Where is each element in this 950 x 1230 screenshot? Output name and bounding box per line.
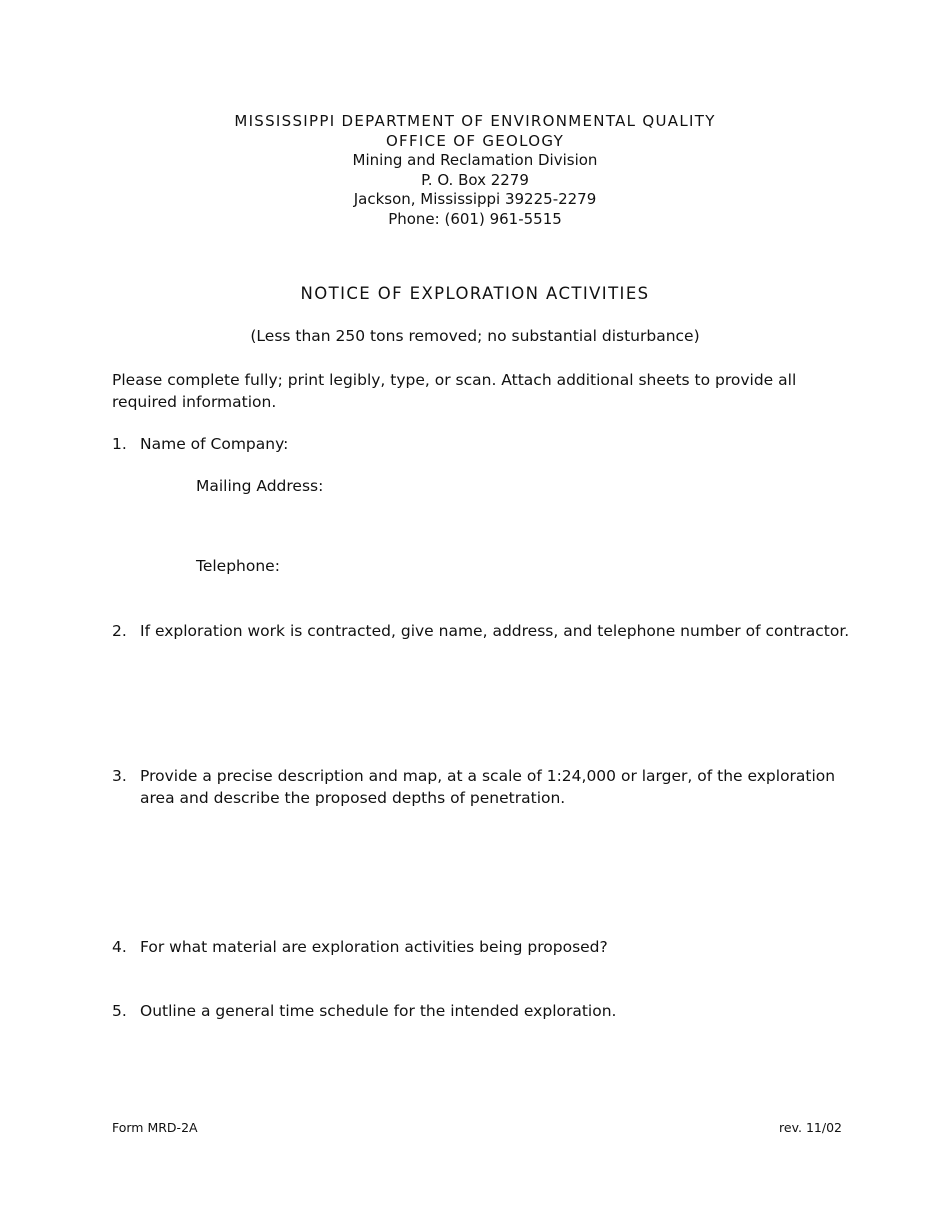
city-state-zip: Jackson, Mississippi 39225-2279 xyxy=(353,190,597,209)
phone-number: Phone: (601) 961-5515 xyxy=(388,209,562,228)
division-name: Mining and Reclamation Division xyxy=(352,151,598,170)
form-title: NOTICE OF EXPLORATION ACTIVITIES xyxy=(300,284,650,303)
question-4 xyxy=(112,936,852,958)
form-instructions: Please complete fully; print legibly, type, or scan. Attach additional sheets to provide all required information. xyxy=(112,371,797,411)
question-text: If exploration work is contracted, give name, address, and telephone number of contractor. xyxy=(140,622,850,640)
form-id: Form MRD-2A xyxy=(112,1120,198,1135)
question-3 xyxy=(112,765,852,809)
agency-header xyxy=(0,112,950,230)
office-name: OFFICE OF GEOLOGY xyxy=(385,131,565,150)
telephone-label: Telephone: xyxy=(196,557,280,575)
question-text: Provide a precise description and map, at a scale of 1:24,000 or larger, of the exploration area and describe the proposed depths of penetration. xyxy=(140,767,836,807)
revision-date: rev. 11/02 xyxy=(779,1120,842,1135)
agency-name: MISSISSIPPI DEPARTMENT OF ENVIRONMENTAL QUALITY xyxy=(234,112,716,130)
mailing-address-label: Mailing Address: xyxy=(196,477,324,495)
question-number: 2. xyxy=(112,622,127,640)
question-text: Outline a general time schedule for the intended exploration. xyxy=(140,1002,617,1020)
question-1 xyxy=(112,433,852,455)
question-number: 4. xyxy=(112,938,127,956)
question-5 xyxy=(112,1000,852,1022)
question-text: For what material are exploration activities being proposed? xyxy=(140,938,608,956)
po-box: P. O. Box 2279 xyxy=(421,170,529,189)
question-2 xyxy=(112,620,852,642)
question-text: Name of Company: xyxy=(140,435,289,453)
question-number: 1. xyxy=(112,435,127,453)
form-subtitle: (Less than 250 tons removed; no substantial disturbance) xyxy=(250,327,700,345)
question-number: 3. xyxy=(112,767,127,785)
question-number: 5. xyxy=(112,1002,127,1020)
